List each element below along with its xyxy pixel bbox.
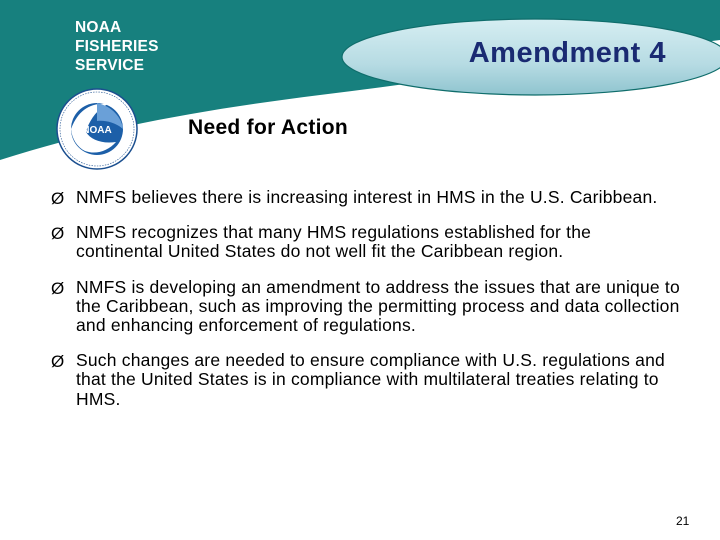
agency-line-fisheries: FISHERIES: [75, 38, 159, 55]
agency-line-noaa: NOAA: [75, 19, 122, 36]
agency-line-service: SERVICE: [75, 57, 145, 74]
bullet-text: NMFS recognizes that many HMS regulations established for the continental United States do not well fit the Caribbean region.: [76, 222, 592, 262]
bullet-text: NMFS believes there is increasing interest in HMS in the U.S. Caribbean.: [76, 187, 658, 207]
noaa-logo-icon: [56, 88, 138, 170]
logo-text: NOAA: [82, 125, 112, 136]
bullet-item: [51, 351, 681, 409]
bullet-item: [51, 278, 681, 336]
page-number: 21: [676, 514, 690, 528]
bullet-text: Such changes are needed to ensure compliance with U.S. regulations and that the United States is in compliance with multilateral treaties relating to HMS.: [76, 350, 665, 409]
arrow-bullet-icon: Ø: [51, 278, 65, 298]
section-subtitle: Need for Action: [188, 116, 349, 139]
bullet-list: [51, 188, 681, 425]
bullet-item: [51, 188, 681, 207]
arrow-bullet-icon: Ø: [51, 189, 65, 208]
bullet-text: NMFS is developing an amendment to address the issues that are unique to the Caribbean, such as improving the permitting process and data collection and enhancing enforcement of regulations.: [76, 276, 680, 336]
bullet-item: [51, 223, 681, 261]
arrow-bullet-icon: Ø: [51, 224, 65, 244]
arrow-bullet-icon: Ø: [51, 352, 65, 372]
slide-title: Amendment 4: [468, 37, 666, 69]
agency-wordmark: [75, 18, 159, 75]
